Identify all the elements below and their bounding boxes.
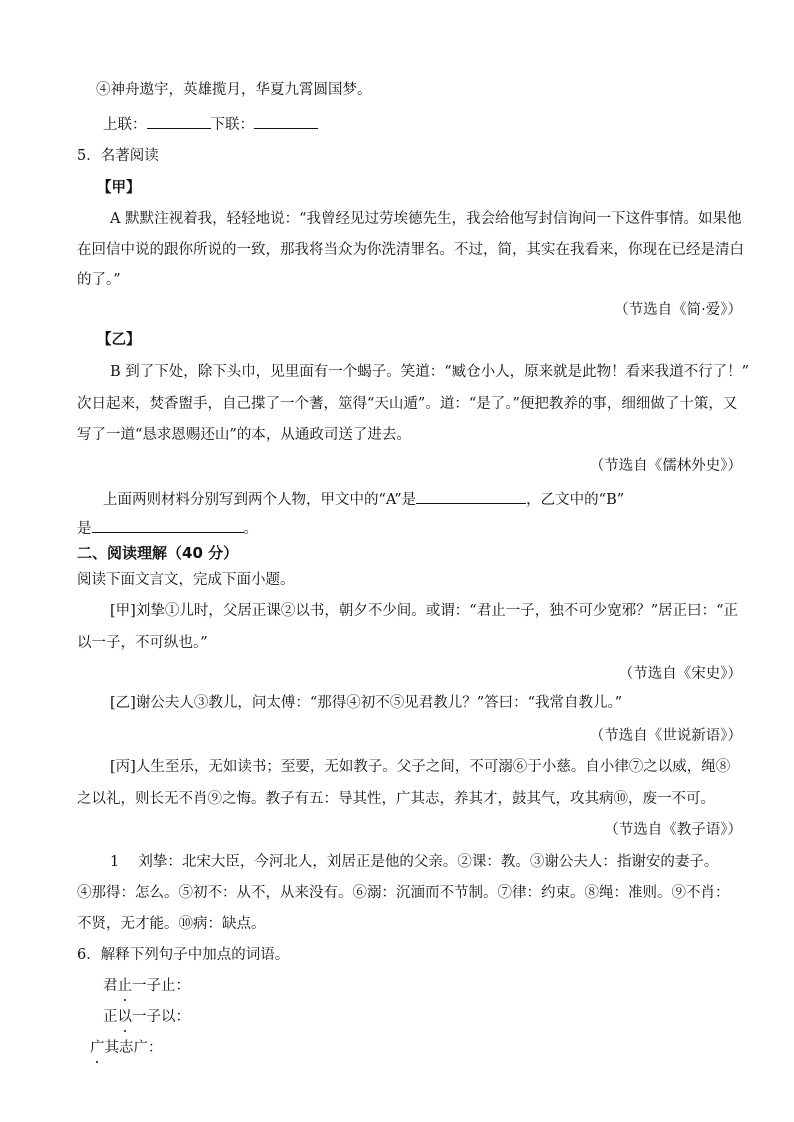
- dotted-word: 止: [117, 978, 132, 994]
- passage-jia-line: 的了。”: [77, 272, 121, 288]
- upper-couplet-label: 上联：: [103, 117, 147, 133]
- classical-yi-source: （节选自《世说新语》）: [589, 728, 742, 744]
- classical-bing-source: （节选自《教子语》）: [604, 822, 742, 838]
- couplet-answer-line: [103, 114, 318, 135]
- item-text: 其志广：: [104, 1040, 163, 1056]
- item-text: 正: [103, 1009, 118, 1025]
- answer-blank-a[interactable]: [416, 489, 526, 504]
- item-text: 一子止：: [132, 978, 190, 994]
- question-6-title: 6．解释下列句子中加点的词语。: [77, 947, 290, 963]
- footnote-line: 1 刘挚：北宋大臣，今河北人，刘居正是他的父亲。②课：教。③谢公夫人：指谢安的妻子。: [110, 854, 719, 870]
- question-5-prompt: [103, 489, 624, 510]
- passage-jia-line: 在回信中说的跟你所说的一致，那我将当众为你洗清罪名。不过，简，其实在我看来，你现在已经是清白: [77, 242, 744, 258]
- dotted-word: 广: [90, 1040, 105, 1056]
- classical-jia-line: 以一子，不可纵也。”: [77, 635, 208, 651]
- question-6-item: [90, 1038, 163, 1058]
- answer-blank-b[interactable]: [92, 518, 244, 533]
- question-5-text-b: ，乙文中的“B”: [526, 492, 625, 508]
- item-text: 君: [103, 978, 118, 994]
- upper-couplet-blank[interactable]: [147, 114, 211, 129]
- classical-bing-line: 之以礼，则长无不肖⑨之悔。教子有五：导其性，广其志，养其才，鼓其气，攻其病⑩，废一不可。: [77, 791, 715, 807]
- footnote-line: 不贤，无才能。⑩病：缺点。: [77, 916, 266, 932]
- classical-jia-source: （节选自《宋史》）: [618, 666, 742, 682]
- item-text: 一子以：: [132, 1009, 190, 1025]
- classical-bing-line: [丙]人生至乐，无如读书；至要，无如教子。父子之间，不可溺⑥于小慈。自小律⑦之以威，绳⑧: [110, 759, 731, 775]
- lower-couplet-label: 下联：: [210, 117, 254, 133]
- passage-yi-label: 【乙】: [97, 331, 141, 348]
- passage-yi-line: 写了一道“恳求恩赐还山”的本，从通政司送了进去。: [77, 427, 411, 443]
- question-5-text-a: 上面两则材料分别写到两个人物，甲文中的“A”是: [103, 492, 417, 508]
- passage-yi-line: B 到了下处，除下头巾，见里面有一个蝎子。笑道：“臧仓小人，原来就是此物！看来我道不行了！”: [110, 364, 750, 380]
- footnote-line: ④那得：怎么。⑤初不：从不，从来没有。⑥溺：沉湎而不节制。⑦律：约束。⑧绳：准则。⑨不肖：: [77, 885, 730, 901]
- lower-couplet-blank[interactable]: [254, 114, 318, 129]
- passage-yi-source: （节选自《儒林外史》）: [589, 458, 742, 474]
- passage-jia-source: （节选自《简·爱》）: [614, 302, 742, 318]
- dotted-word: 以: [117, 1009, 132, 1025]
- question-5-text-c: 是: [77, 521, 92, 537]
- question-5-text-end: 。: [243, 521, 258, 537]
- passage-jia-label: 【甲】: [97, 179, 141, 196]
- question-6-item: [103, 976, 190, 996]
- couplet-line-4: ④神舟遨宇，英雄揽月，华夏九霄圆国梦。: [96, 82, 372, 98]
- classical-yi-line: [乙]谢公夫人③教儿，问太傅：“那得④初不⑤见君教儿？”答曰：“我常自教儿。”: [110, 695, 623, 711]
- classical-jia-line: [甲]刘挚①儿时，父居正课②以书，朝夕不少间。或谓：“君止一子，独不可少宽邪？”居正曰：“正: [110, 603, 739, 619]
- section-2-intro: 阅读下面文言文，完成下面小题。: [77, 572, 295, 588]
- question-5-prompt-cont: [77, 518, 258, 539]
- question-6-item: [103, 1007, 190, 1027]
- question-5-title: 5．名著阅读: [77, 148, 159, 164]
- section-2-heading: 二、阅读理解（40 分）: [77, 544, 239, 562]
- passage-jia-line: A 默默注视着我，轻轻地说：“我曾经见过劳埃德先生，我会给他写封信询问一下这件事情。如果他: [110, 211, 742, 227]
- passage-yi-line: 次日起来，焚香盥手，自己揲了一个蓍，筮得“天山遁”。道：“是了。”便把教养的事，细细做了十策，又: [77, 396, 738, 412]
